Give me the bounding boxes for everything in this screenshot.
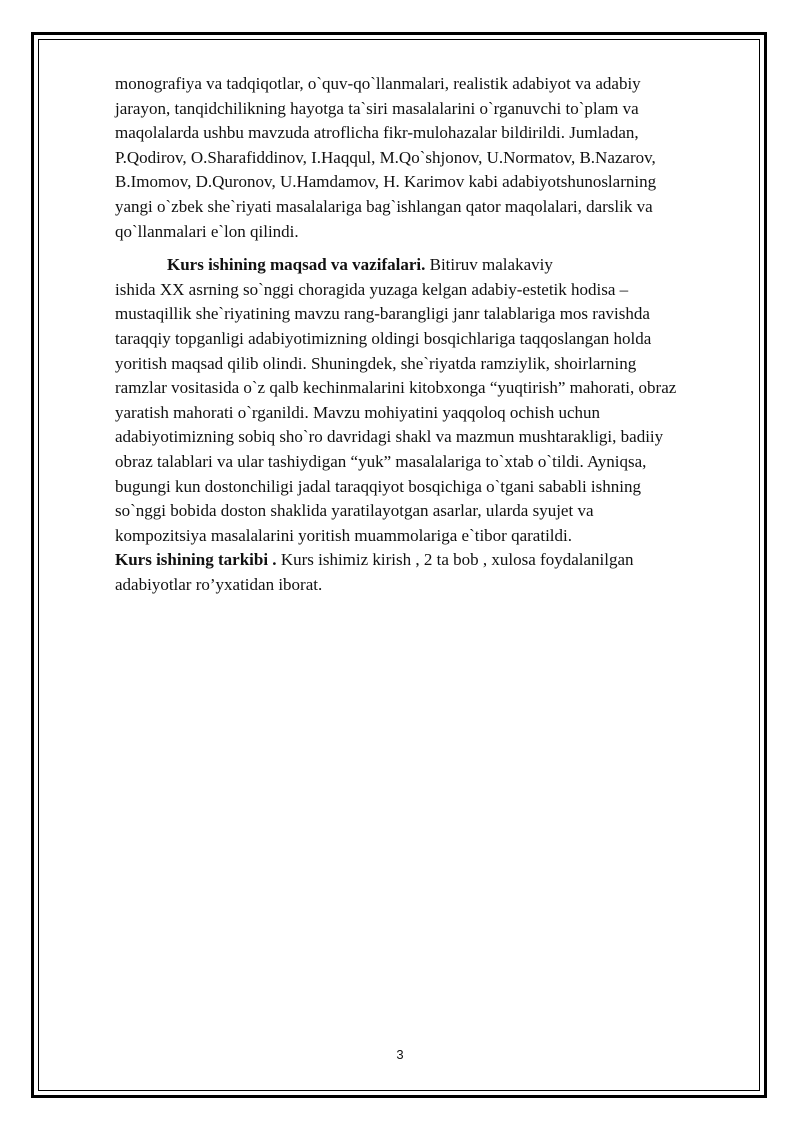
text-line: yaratish mahorati o`rganildi. Mavzu mohiyatini yaqqoloq ochish uchun	[115, 402, 601, 422]
document-body	[115, 72, 740, 597]
text-line: jarayon, tanqidchilikning hayotga ta`siri masalalarini o`rganuvchi to`plam va	[115, 98, 639, 118]
paragraph-structure	[115, 548, 740, 597]
paragraph-literature-review	[115, 72, 740, 244]
goals-first-line-text: Bitiruv malakaviy	[425, 255, 553, 275]
text-line: ishida XX asrning so`nggi choragida yuzaga kelgan adabiy-estetik hodisa –	[115, 279, 629, 299]
text-line: P.Qodirov, O.Sharafiddinov, I.Haqqul, M.Qo`shjonov, U.Normatov, B.Nazarov,	[115, 147, 656, 167]
page-number: 3	[396, 1047, 404, 1062]
text-line: qo`llanmalari e`lon qilindi.	[115, 221, 299, 241]
text-line: monografiya va tadqiqotlar, o`quv-qo`llanmalari, realistik adabiyot va adabiy	[115, 74, 641, 93]
text-line: obraz talablari va ular tashiydigan “yuk” masalalariga to`xtab o`tildi. Ayniqsa,	[115, 451, 647, 471]
goals-heading: Kurs ishining maqsad va vazifalari.	[167, 255, 426, 275]
text-line: ramzlar vositasida o`z qalb kechinmalarini kitobxonga “yuqtirish” mahorati, obraz	[115, 378, 677, 398]
text-line: maqolalarda ushbu mavzuda atroflicha fikr-mulohazalar bildirildi. Jumladan,	[115, 123, 639, 143]
text-line: adabiyotimizning sobiq sho`ro davridagi shakl va mazmun mushtarakligi, badiiy	[115, 427, 664, 447]
structure-heading: Kurs ishining tarkibi .	[115, 550, 277, 570]
text-line: B.Imomov, D.Quronov, U.Hamdamov, H. Karimov kabi adabiyotshunoslarning	[115, 172, 657, 192]
paragraph-spacer	[115, 244, 740, 253]
text-line: yoritish maqsad qilib olindi. Shuningdek, she`riyatda ramziylik, shoirlarning	[115, 353, 637, 373]
text-line-first	[115, 548, 740, 573]
text-line: so`nggi bobida doston shaklida yaratilayotgan asarlar, ularda syujet va	[115, 501, 594, 521]
text-line: mustaqillik she`riyatining mavzu rang-barangligi janr talablariga mos ravishda	[115, 304, 650, 324]
paragraph-goals	[115, 253, 740, 548]
text-line-first	[115, 253, 740, 278]
text-line: bugungi kun dostonchiligi jadal taraqqiyot bosqichiga o`tgani sababli ishning	[115, 476, 641, 496]
text-line: taraqqiy topganligi adabiyotimizning oldingi bosqichlariga taqqoslangan holda	[115, 328, 652, 348]
text-line: yangi o`zbek she`riyati masalalariga bag`ishlangan qator maqolalari, darslik va	[115, 196, 653, 216]
text-line: kompozitsiya masalalarini yoritish muammolariga e`tibor qaratildi.	[115, 525, 572, 545]
structure-first-line-text: Kurs ishimiz kirish , 2 ta bob , xulosa foydalanilgan	[276, 550, 634, 570]
text-line: adabiyotlar ro’yxatidan iborat.	[115, 574, 323, 594]
